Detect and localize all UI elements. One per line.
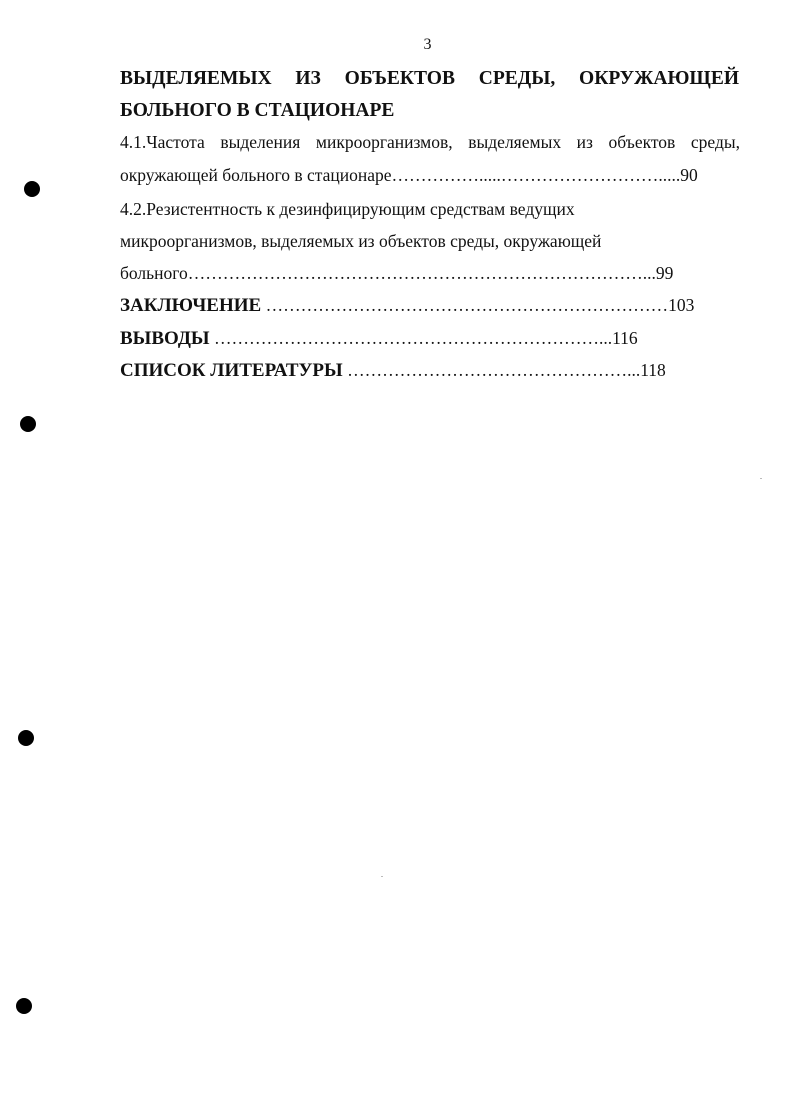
toc-conclusion-leader: ……………………………………………………………103: [261, 295, 695, 315]
toc-section-4-2-line-1: 4.2.Резистентность к дезинфицирующим средствам ведущих: [120, 199, 575, 219]
toc-section-4-2-line-3: больного……………………………………………………………………...99: [120, 263, 674, 283]
toc-entry-references: [120, 358, 666, 383]
toc-references-title: СПИСОК ЛИТЕРАТУРЫ: [120, 360, 343, 381]
toc-entry-conclusion: [120, 293, 694, 318]
heading-line-2: БОЛЬНОГО В СТАЦИОНАРЕ: [120, 100, 395, 121]
toc-section-4-1-line-2: окружающей больного в стационаре…………….....……………………….....90: [120, 165, 698, 185]
toc-section-4-2-line-2: микроорганизмов, выделяемых из объектов среды, окружающей: [120, 231, 602, 251]
heading-line-1: ВЫДЕЛЯЕМЫХ ИЗ ОБЪЕКТОВ СРЕДЫ, ОКРУЖАЮЩЕЙ: [120, 68, 739, 89]
scan-speck: [381, 876, 383, 877]
toc-entry-findings: [120, 326, 638, 351]
page-number: 3: [423, 36, 432, 53]
toc-references-leader: …………………………………………...118: [342, 360, 666, 380]
toc-section-4-1-line-1: 4.1.Частота выделения микроорганизмов, выделяемых из объектов среды,: [120, 132, 740, 152]
hole-punch-mark: [18, 730, 34, 746]
toc-findings-title: ВЫВОДЫ: [120, 328, 210, 349]
toc-conclusion-title: ЗАКЛЮЧЕНИЕ: [120, 295, 262, 316]
hole-punch-mark: [16, 998, 32, 1014]
toc-findings-leader: …………………………………………………………...116: [209, 328, 638, 348]
hole-punch-mark: [24, 181, 40, 197]
scan-speck: [760, 478, 762, 479]
continued-chapter-heading: [120, 63, 739, 127]
hole-punch-mark: [20, 416, 36, 432]
